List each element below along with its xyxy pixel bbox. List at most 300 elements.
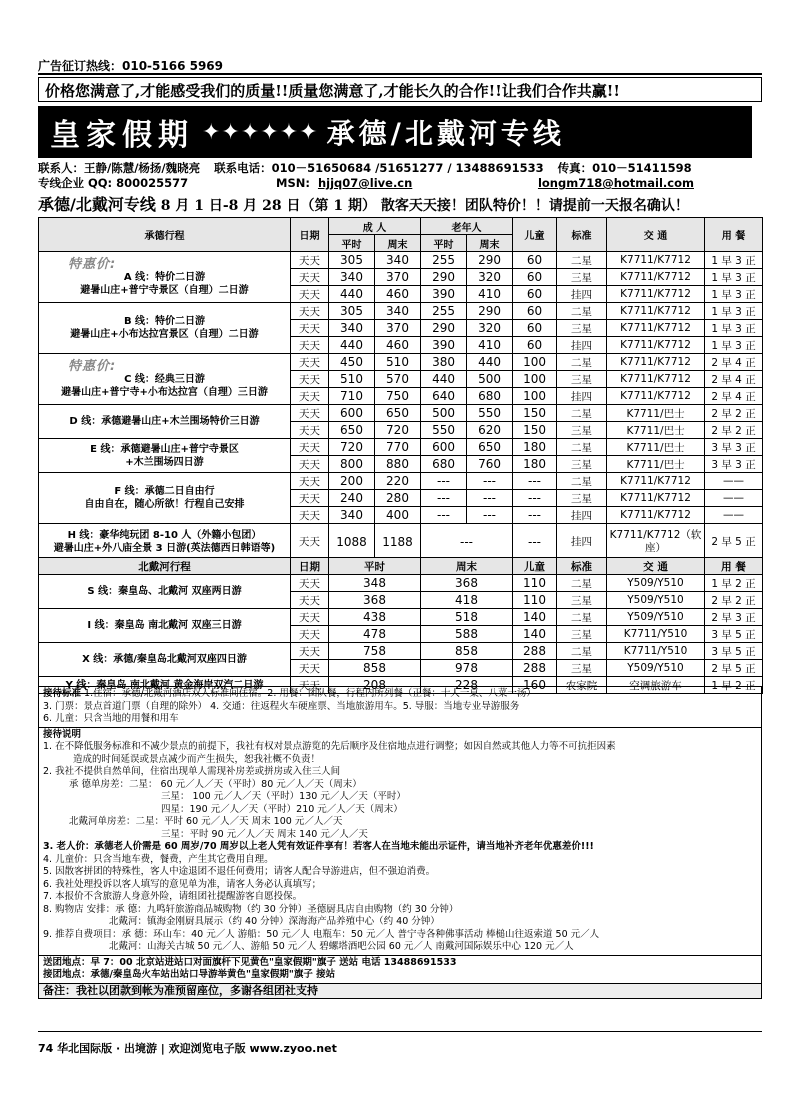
table-cell: 天天 bbox=[291, 337, 329, 354]
send-point: 送团地点：早 7：00 北京站进站口对面旗杆下见黄色"皇家假期"旗子 送站 电话 13488691533 bbox=[43, 956, 457, 968]
desc-2: 2. 我社不提供自然单间，住宿出现单人需现补房差或拼房或入住三人间 bbox=[43, 766, 341, 777]
table-cell: 天天 bbox=[291, 320, 329, 337]
footer-text: 74 华北国际版 · 出境游 | 欢迎浏览电子版 www.zyoo.net bbox=[38, 1042, 337, 1055]
table-cell: 550 bbox=[467, 405, 513, 422]
table-cell: 320 bbox=[467, 320, 513, 337]
bdh-col-transport: 交 通 bbox=[607, 558, 705, 575]
table-cell: —— bbox=[705, 490, 763, 507]
desc-5: 5. 因散客拼团的特殊性，客人中途退团不退任何费用；请客人配合导游进店，但不强迫消费。 bbox=[43, 866, 436, 877]
table-row bbox=[39, 575, 763, 592]
table-cell: 440 bbox=[329, 337, 375, 354]
route-cell bbox=[39, 524, 291, 560]
table-cell: 380 bbox=[421, 354, 467, 371]
std-1: 1.住宿：承德/北戴河酒店双人标准间住宿。2. 用餐：团队餐，行程内所列餐（正餐：十人一桌、八菜一汤） bbox=[84, 688, 536, 699]
table-cell: 2 早 4 正 bbox=[705, 388, 763, 405]
footer-rule bbox=[38, 1012, 762, 1032]
table-cell: —— bbox=[705, 507, 763, 524]
route-name: C 线：经典三日游 bbox=[124, 373, 205, 385]
table-cell: K7711/K7712 bbox=[607, 388, 705, 405]
table-cell: 1 早 3 正 bbox=[705, 320, 763, 337]
table-cell: --- bbox=[421, 507, 467, 524]
table-cell: 三星 bbox=[557, 422, 607, 439]
subtitle-line: 承德/北戴河专线 bbox=[38, 195, 156, 214]
table-cell: 518 bbox=[421, 609, 513, 626]
table-cell: 挂四 bbox=[557, 337, 607, 354]
table-cell: 60 bbox=[513, 252, 557, 269]
table-row bbox=[39, 354, 763, 371]
table-cell: 1 早 3 正 bbox=[705, 252, 763, 269]
table-cell: K7711/K7712 bbox=[607, 286, 705, 303]
bdh-col-route: 北戴河行程 bbox=[39, 558, 291, 575]
table-cell: 天天 bbox=[291, 473, 329, 490]
table-cell: 1 早 3 正 bbox=[705, 269, 763, 286]
desc-2e: 三星：平时 90 元／人／天 周末 140 元／人／天 bbox=[161, 828, 368, 840]
table-cell: K7711/K7712 bbox=[607, 507, 705, 524]
table-cell: 400 bbox=[375, 507, 421, 524]
table-cell: 370 bbox=[375, 269, 421, 286]
table-cell: 天天 bbox=[291, 643, 329, 660]
table-cell: 空调旅游车 bbox=[607, 677, 705, 694]
table-cell: 288 bbox=[513, 643, 557, 660]
table-cell: 110 bbox=[513, 575, 557, 592]
table-cell: 180 bbox=[513, 439, 557, 456]
table-cell: 180 bbox=[513, 456, 557, 473]
route-sub: +木兰围场四日游 bbox=[125, 456, 204, 468]
route-sub: 避暑山庄+普宁寺景区（自理）二日游 bbox=[80, 284, 249, 296]
col-transport: 交 通 bbox=[607, 218, 705, 252]
table-cell: 255 bbox=[421, 252, 467, 269]
bdh-col-meal: 用 餐 bbox=[705, 558, 763, 575]
table-cell: 460 bbox=[375, 337, 421, 354]
desc-title: 接待说明 bbox=[43, 728, 82, 740]
table-cell: 200 bbox=[329, 473, 375, 490]
table-cell: 510 bbox=[375, 354, 421, 371]
table-row bbox=[39, 609, 763, 626]
table-cell: K7711/K7712 bbox=[607, 303, 705, 320]
table-cell: 2 早 4 正 bbox=[705, 371, 763, 388]
col-std: 标准 bbox=[557, 218, 607, 252]
email-link[interactable]: longm718@hotmail.com bbox=[537, 176, 694, 190]
route-name: B 线：特价二日游 bbox=[123, 316, 206, 327]
col-adult: 成 人 bbox=[329, 218, 421, 235]
table-cell: 天天 bbox=[291, 575, 329, 592]
table-cell: K7711/巴士 bbox=[607, 439, 705, 456]
subtitle-rest: 8 月 1 日-8 月 28 日（第 1 期） 散客天天接！团队特价！！请提前一天报名确认！ bbox=[155, 198, 689, 214]
table-cell: 640 bbox=[421, 388, 467, 405]
table-row bbox=[39, 524, 763, 560]
table-cell: 二星 bbox=[557, 405, 607, 422]
desc-2c: 四星：190 元／人／天（平时）210 元／人／天（周末） bbox=[161, 803, 403, 815]
table-cell: K7711/K7712 bbox=[607, 269, 705, 286]
table-cell: 1 早 3 正 bbox=[705, 303, 763, 320]
desc-block bbox=[39, 728, 761, 956]
table-row bbox=[39, 405, 763, 422]
table-cell: 60 bbox=[513, 320, 557, 337]
table-cell: 三星 bbox=[557, 490, 607, 507]
desc-9b: 北戴河：山海关古城 50 元／人、游船 50 元／人 碧螺塔酒吧公园 60 元／人 南戴河国际娱乐中心 120 元／人 bbox=[109, 941, 574, 952]
table-cell: 140 bbox=[513, 626, 557, 643]
table-cell: 340 bbox=[329, 507, 375, 524]
table-cell: 348 bbox=[329, 575, 421, 592]
table-cell: K7711/K7712 bbox=[607, 371, 705, 388]
table-cell: 680 bbox=[467, 388, 513, 405]
table-cell: 880 bbox=[375, 456, 421, 473]
table-cell: 600 bbox=[329, 405, 375, 422]
table-cell: —— bbox=[705, 473, 763, 490]
table-cell: 1 早 3 正 bbox=[705, 286, 763, 303]
notes-section bbox=[38, 686, 762, 999]
stars-decoration: ✦✦✦✦✦✦ bbox=[202, 119, 319, 145]
table-cell: 100 bbox=[513, 371, 557, 388]
table-cell: 1 早 2 正 bbox=[705, 575, 763, 592]
table-cell: K7711/K7712 bbox=[607, 337, 705, 354]
chengde-price-table bbox=[38, 217, 763, 560]
col-meal: 用 餐 bbox=[705, 218, 763, 252]
table-cell: K7711/巴士 bbox=[607, 422, 705, 439]
route-sub: 避暑山庄+普宁寺+小布达拉宫（自理）三日游 bbox=[61, 386, 268, 398]
table-cell: Y509/Y510 bbox=[607, 660, 705, 677]
table-cell: 天天 bbox=[291, 626, 329, 643]
route-cell bbox=[39, 575, 291, 609]
table-cell: 600 bbox=[421, 439, 467, 456]
table-cell: 758 bbox=[329, 643, 421, 660]
col-adult-weekend: 周末 bbox=[375, 235, 421, 252]
col-senior-weekend: 周末 bbox=[467, 235, 513, 252]
table-cell: 438 bbox=[329, 609, 421, 626]
remark: 备注：我社以团款到帐为准预留座位，多谢各组团社支持 bbox=[39, 984, 761, 999]
table-cell: 挂四 bbox=[557, 388, 607, 405]
std-title: 接待标准 bbox=[43, 688, 82, 699]
table-row bbox=[39, 303, 763, 320]
table-cell: 二星 bbox=[557, 575, 607, 592]
table-cell: 天天 bbox=[291, 456, 329, 473]
table-cell: 2 早 5 正 bbox=[705, 660, 763, 677]
desc-4: 4. 儿童价：只含当地车费，餐费，产生其它费用自理。 bbox=[43, 853, 274, 865]
table-cell: 620 bbox=[467, 422, 513, 439]
table-cell: --- bbox=[513, 473, 557, 490]
table-cell: 710 bbox=[329, 388, 375, 405]
desc-8b: 北戴河：镇海金刚厨具展示（约 40 分钟）深海海产品养殖中心（约 40 分钟） bbox=[109, 916, 440, 927]
table-cell: 160 bbox=[513, 677, 557, 694]
table-cell: 2 早 3 正 bbox=[705, 609, 763, 626]
send-block bbox=[39, 956, 761, 984]
table-cell: 410 bbox=[467, 286, 513, 303]
table-cell: 三星 bbox=[557, 592, 607, 609]
desc-1b: 造成的时间延误或景点减少而产生损失，恕我社概不负责！ bbox=[73, 753, 321, 765]
route-name: I 线：秦皇岛 南北戴河 双座三日游 bbox=[87, 620, 242, 631]
table-cell: K7711/Y510 bbox=[607, 643, 705, 660]
route-cell bbox=[39, 303, 291, 354]
table-cell: 1188 bbox=[375, 524, 421, 560]
table-cell: 390 bbox=[421, 337, 467, 354]
contact-qq: 专线企业 QQ: 800025577 bbox=[38, 176, 189, 190]
table-cell: 500 bbox=[467, 371, 513, 388]
route-name: H 线：豪华纯玩团 8-10 人（外籍小包团） bbox=[67, 529, 262, 541]
table-cell: 二星 bbox=[557, 643, 607, 660]
table-cell: 478 bbox=[329, 626, 421, 643]
table-cell: 60 bbox=[513, 269, 557, 286]
table-cell: 290 bbox=[421, 320, 467, 337]
table-cell: 二星 bbox=[557, 303, 607, 320]
table-cell: 60 bbox=[513, 303, 557, 320]
table-cell: K7711/巴士 bbox=[607, 405, 705, 422]
col-senior: 老年人 bbox=[421, 218, 513, 235]
table-cell: --- bbox=[467, 507, 513, 524]
msn-label: MSN: bbox=[276, 176, 310, 190]
route-cell bbox=[39, 405, 291, 439]
table-cell: 450 bbox=[329, 354, 375, 371]
table-cell: 100 bbox=[513, 388, 557, 405]
table-cell: 150 bbox=[513, 405, 557, 422]
title-banner bbox=[38, 106, 752, 158]
table-cell: 500 bbox=[421, 405, 467, 422]
table-cell: 天天 bbox=[291, 286, 329, 303]
table-cell: 二星 bbox=[557, 439, 607, 456]
table-cell: 288 bbox=[513, 660, 557, 677]
std-3: 6. 儿童：只含当地的用餐和用车 bbox=[43, 713, 179, 724]
route-name: E 线：承德避暑山庄+普宁寺景区 bbox=[90, 443, 239, 455]
table-cell: 60 bbox=[513, 286, 557, 303]
table-cell: Y509/Y510 bbox=[607, 609, 705, 626]
table-cell: K7711/K7712（软座） bbox=[607, 524, 705, 560]
table-cell: 340 bbox=[375, 303, 421, 320]
table-cell: --- bbox=[513, 490, 557, 507]
table-cell: 三星 bbox=[557, 269, 607, 286]
ad-hotline: 广告征订热线：010-5166 5969 bbox=[38, 59, 224, 73]
table-cell: 天天 bbox=[291, 660, 329, 677]
table-cell: --- bbox=[513, 507, 557, 524]
table-cell: 天天 bbox=[291, 439, 329, 456]
table-cell: 农家院 bbox=[557, 677, 607, 694]
table-cell: 440 bbox=[421, 371, 467, 388]
table-cell: 858 bbox=[421, 643, 513, 660]
table-cell: 410 bbox=[467, 337, 513, 354]
contact-fax: 传真：010－51411598 bbox=[557, 161, 692, 175]
table-cell: 390 bbox=[421, 286, 467, 303]
beidaihe-price-table bbox=[38, 557, 763, 694]
table-cell: K7711/巴士 bbox=[607, 456, 705, 473]
table-cell: 770 bbox=[375, 439, 421, 456]
desc-8: 8. 购物店 安排：承 德：九鸣轩旅游商品城购物（约 30 分钟）圣德厨具店自由购物（约 30 分钟） bbox=[43, 903, 459, 915]
table-cell: 3 早 5 正 bbox=[705, 643, 763, 660]
table-cell: K7711/K7712 bbox=[607, 354, 705, 371]
route-name: X 线：承德/秦皇岛北戴河双座四日游 bbox=[82, 654, 247, 665]
table-cell: 2 早 2 正 bbox=[705, 422, 763, 439]
table-cell: --- bbox=[421, 490, 467, 507]
table-cell: 320 bbox=[467, 269, 513, 286]
route-cell bbox=[39, 473, 291, 524]
pickup-point: 接团地点：承德/秦皇岛火车站出站口导游举黄色"皇家假期"旗子 接站 bbox=[43, 969, 336, 980]
table-row bbox=[39, 473, 763, 490]
route-name: A 线：特价二日游 bbox=[123, 271, 206, 283]
contact-block bbox=[38, 161, 762, 191]
table-cell: 368 bbox=[329, 592, 421, 609]
table-cell: 370 bbox=[375, 320, 421, 337]
brand-name: 皇家假期 bbox=[50, 118, 194, 153]
table-cell: 858 bbox=[329, 660, 421, 677]
table-cell: 510 bbox=[329, 371, 375, 388]
std-2: 3. 门票：景点首道门票（自理的除外） 4. 交通：往返程火车硬座票、当地旅游用车。5. 导服：当地专业导游服务 bbox=[43, 700, 520, 712]
table-cell: 305 bbox=[329, 252, 375, 269]
table-cell: 570 bbox=[375, 371, 421, 388]
table-cell: 978 bbox=[421, 660, 513, 677]
table-cell: 340 bbox=[329, 269, 375, 286]
table-cell: --- bbox=[467, 473, 513, 490]
table-cell: 3 早 3 正 bbox=[705, 456, 763, 473]
promo-label: 特惠价: bbox=[68, 256, 117, 272]
table-cell: 三星 bbox=[557, 456, 607, 473]
promo-label: 特惠价: bbox=[68, 358, 117, 374]
table-cell: K7711/K7712 bbox=[607, 252, 705, 269]
table-cell: Y509/Y510 bbox=[607, 575, 705, 592]
table-cell: 650 bbox=[329, 422, 375, 439]
bdh-col-weekday: 平时 bbox=[329, 558, 421, 575]
table-cell: 二星 bbox=[557, 473, 607, 490]
col-date: 日期 bbox=[291, 218, 329, 252]
table-cell: 340 bbox=[375, 252, 421, 269]
route-sub: 避暑山庄+外八庙全景 3 日游(英法德西日韩语等) bbox=[53, 542, 276, 554]
table-cell: 二星 bbox=[557, 252, 607, 269]
desc-2b: 三星： 100 元／人／天（平时）130 元／人／天（平时） bbox=[161, 791, 406, 802]
subtitle bbox=[38, 192, 762, 215]
table-cell: --- bbox=[421, 473, 467, 490]
route-sub: 自由自在，随心所欲！行程自己安排 bbox=[84, 499, 245, 510]
col-route: 承德行程 bbox=[39, 218, 291, 252]
table-cell: 2 早 5 正 bbox=[705, 524, 763, 560]
table-cell: 天天 bbox=[291, 507, 329, 524]
table-cell: --- bbox=[513, 524, 557, 560]
table-cell: 340 bbox=[329, 320, 375, 337]
table-cell: 228 bbox=[421, 677, 513, 694]
col-senior-weekday: 平时 bbox=[421, 235, 467, 252]
table-cell: 1088 bbox=[329, 524, 375, 560]
table-cell: 650 bbox=[375, 405, 421, 422]
table-cell: 440 bbox=[329, 286, 375, 303]
route-cell bbox=[39, 354, 291, 405]
route-name: F 线：承德二日自由行 bbox=[114, 486, 215, 497]
contact-phone: 联系电话：010－51650684 /51651277 / 13488691533 bbox=[214, 161, 544, 175]
table-cell: 天天 bbox=[291, 592, 329, 609]
desc-1: 1. 在不降低服务标准和不减少景点的前提下，我社有权对景点游览的先后顺序及住宿地点进行调整；如因自然或其他人力等不可抗拒因素 bbox=[43, 741, 616, 752]
route-name: D 线：承德避暑山庄+木兰围场特价三日游 bbox=[69, 416, 260, 427]
banner-title: 承德/北戴河专线 bbox=[326, 117, 565, 150]
slogan: 价格您满意了,才能感受我们的质量!!质量您满意了,才能长久的合作!!让我们合作共赢!! bbox=[38, 77, 762, 102]
table-cell: 挂四 bbox=[557, 286, 607, 303]
bdh-col-child: 儿童 bbox=[513, 558, 557, 575]
table-cell: 三星 bbox=[557, 371, 607, 388]
table-cell: 650 bbox=[467, 439, 513, 456]
table-cell: 3 早 3 正 bbox=[705, 439, 763, 456]
table-row bbox=[39, 252, 763, 269]
table-cell: 720 bbox=[329, 439, 375, 456]
table-cell: 2 早 4 正 bbox=[705, 354, 763, 371]
table-cell: 3 早 5 正 bbox=[705, 626, 763, 643]
table-cell: 720 bbox=[375, 422, 421, 439]
table-cell: 760 bbox=[467, 456, 513, 473]
route-cell bbox=[39, 643, 291, 677]
table-cell: 220 bbox=[375, 473, 421, 490]
route-cell bbox=[39, 609, 291, 643]
table-cell: 60 bbox=[513, 337, 557, 354]
std-block bbox=[39, 687, 761, 728]
desc-2d: 北戴河单房差：二星：平时 60 元／人／天 周末 100 元／人／天 bbox=[69, 816, 343, 827]
msn-link[interactable]: hjjq07@live.cn bbox=[317, 176, 413, 190]
bdh-col-weekend: 周末 bbox=[421, 558, 513, 575]
table-cell: 440 bbox=[467, 354, 513, 371]
bdh-col-std: 标准 bbox=[557, 558, 607, 575]
table-cell: 天天 bbox=[291, 303, 329, 320]
table-cell: 1 早 2 正 bbox=[705, 677, 763, 694]
table-cell: 三星 bbox=[557, 660, 607, 677]
top-divider bbox=[38, 73, 762, 75]
table-cell: K7711/K7712 bbox=[607, 473, 705, 490]
table-cell: 588 bbox=[421, 626, 513, 643]
table-cell: 280 bbox=[375, 490, 421, 507]
table-cell: 天天 bbox=[291, 405, 329, 422]
col-adult-weekday: 平时 bbox=[329, 235, 375, 252]
table-cell: --- bbox=[467, 490, 513, 507]
table-cell: 天天 bbox=[291, 490, 329, 507]
table-cell: Y509/Y510 bbox=[607, 592, 705, 609]
route-cell bbox=[39, 439, 291, 473]
table-cell: --- bbox=[421, 524, 513, 560]
desc-6: 6. 我社处理投诉以客人填写的意见单为准，请客人务必认真填写； bbox=[43, 878, 322, 890]
table-cell: 1 早 3 正 bbox=[705, 337, 763, 354]
table-cell: 460 bbox=[375, 286, 421, 303]
table-cell: 天天 bbox=[291, 269, 329, 286]
table-cell: 天天 bbox=[291, 354, 329, 371]
table-cell: 天天 bbox=[291, 422, 329, 439]
table-cell: 二星 bbox=[557, 609, 607, 626]
table-cell: 680 bbox=[421, 456, 467, 473]
contact-people: 联系人：王静/陈慧/杨扬/魏晓亮 bbox=[38, 161, 201, 175]
table-cell: 110 bbox=[513, 592, 557, 609]
table-cell: 305 bbox=[329, 303, 375, 320]
table-cell: 418 bbox=[421, 592, 513, 609]
table-cell: 2 早 2 正 bbox=[705, 405, 763, 422]
desc-3: 3. 老人价：承德老人价需是 60 周岁/70 周岁以上老人凭有效证件享有！若客人在当地未能出示证件，请当地补齐老年优惠差价!!! bbox=[43, 841, 594, 852]
table-cell: 2 早 2 正 bbox=[705, 592, 763, 609]
table-cell: 140 bbox=[513, 609, 557, 626]
route-cell bbox=[39, 252, 291, 303]
table-cell: 挂四 bbox=[557, 524, 607, 560]
route-name: S 线：秦皇岛、北戴河 双座两日游 bbox=[87, 586, 242, 597]
table-cell: 255 bbox=[421, 303, 467, 320]
table-cell: K7711/K7712 bbox=[607, 490, 705, 507]
table-cell: 天天 bbox=[291, 524, 329, 560]
table-cell: 290 bbox=[467, 303, 513, 320]
table-cell: 150 bbox=[513, 422, 557, 439]
desc-9: 9. 推荐自费项目：承 德：环山车：40 元／人 游船：50 元／人 电瓶车：50 元／人 普宁寺各种佛事活动 棒槌山往返索道 50 元／人 bbox=[43, 928, 600, 940]
table-cell: 800 bbox=[329, 456, 375, 473]
table-row bbox=[39, 439, 763, 456]
table-cell: K7711/Y510 bbox=[607, 626, 705, 643]
desc-2a: 承 德单房差：二星： 60 元／人／天（平时）80 元／人／天（周末） bbox=[69, 778, 362, 790]
table-cell: 290 bbox=[421, 269, 467, 286]
route-name: Y 线：秦皇岛 南北戴河 黄金海岸双汽二日游 bbox=[65, 679, 264, 691]
table-cell: 290 bbox=[467, 252, 513, 269]
col-child: 儿童 bbox=[513, 218, 557, 252]
route-sub: 避暑山庄+小布达拉宫景区（自理）二日游 bbox=[70, 329, 259, 340]
table-cell: 750 bbox=[375, 388, 421, 405]
table-cell: 208 bbox=[329, 677, 421, 694]
bdh-col-date: 日期 bbox=[291, 558, 329, 575]
table-cell: 天天 bbox=[291, 252, 329, 269]
table-cell: 天天 bbox=[291, 388, 329, 405]
table-cell: K7711/K7712 bbox=[607, 320, 705, 337]
table-cell: 100 bbox=[513, 354, 557, 371]
table-cell: 550 bbox=[421, 422, 467, 439]
